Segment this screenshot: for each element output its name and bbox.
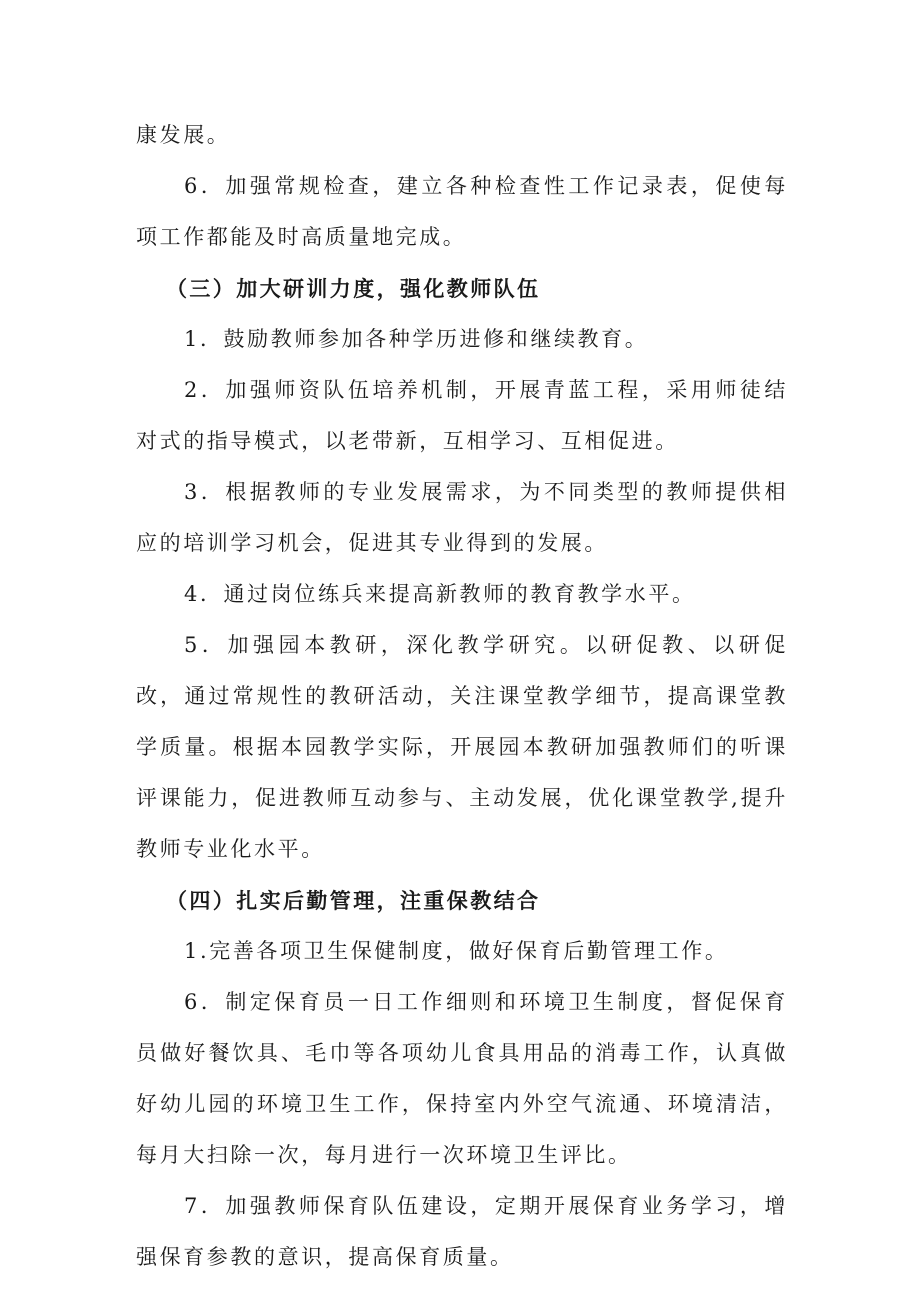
list-item: 1．鼓励教师参加各种学历进修和继续教育。 <box>184 327 649 351</box>
section-heading: （四）扎实后勤管理，注重保教结合 <box>166 888 541 913</box>
list-item: 5．加强园本教研，深化教学研究。以研促教、以研促改，通过常规性的教研活动，关注课堂教学细节，提高课堂教学质量。根据本园教学实际，开展园本教研加强教师们的听课评课能力，促进教师互动参与、主动发展，优化课堂教学,提升教师专业化水平。 <box>136 633 788 861</box>
section-heading: （三）加大研训力度，强化教师队伍 <box>166 276 541 301</box>
list-item: 3．根据教师的专业发展需求，为不同类型的教师提供相应的培训学习机会，促进其专业得到的发展。 <box>136 480 788 555</box>
list-item: 6．加强常规检查，建立各种检查性工作记录表，促使每项工作都能及时高质量地完成。 <box>136 174 788 249</box>
list-item: 4．通过岗位练兵来提高新教师的教育教学水平。 <box>184 582 696 606</box>
document-page <box>136 110 788 1283</box>
paragraph-continuation: 康发展。 <box>136 123 231 147</box>
list-item: 6．制定保育员一日工作细则和环境卫生制度，督促保育员做好餐饮具、毛巾等各项幼儿食具用品的消毒工作，认真做好幼儿园的环境卫生工作，保持室内外空气流通、环境清洁，每月大扫除一次，每月进行一次环境卫生评比。 <box>136 990 788 1167</box>
list-item: 1.完善各项卫生保健制度，做好保育后勤管理工作。 <box>184 939 729 963</box>
list-item: 7．加强教师保育队伍建设，定期开展保育业务学习，增强保育参教的意识，提高保育质量。 <box>136 1194 788 1269</box>
list-item: 2．加强师资队伍培养机制，开展青蓝工程，采用师徒结对式的指导模式，以老带新，互相学习、互相促进。 <box>136 378 788 453</box>
